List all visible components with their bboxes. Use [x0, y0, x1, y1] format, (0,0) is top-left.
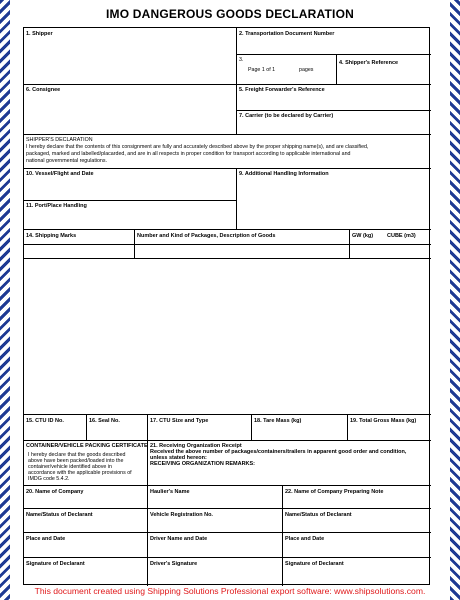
divider	[24, 485, 431, 486]
ctu-id-label: 15. CTU ID No.	[26, 418, 64, 424]
divider	[24, 84, 431, 85]
divider	[24, 557, 431, 558]
divider	[24, 134, 431, 135]
divider	[24, 244, 431, 245]
haulier-name-label: Haulier's Name	[150, 489, 190, 495]
transport-doc-label: 2. Transportation Document Number	[239, 31, 335, 37]
divider	[236, 54, 431, 55]
shippers-declaration-text: national governmental regulations.	[26, 158, 107, 164]
right-border-stripe	[450, 0, 460, 600]
divider	[86, 414, 87, 440]
divider	[24, 440, 431, 441]
packages-description-label: Number and Kind of Packages, Description of Goods	[137, 233, 276, 239]
divider	[236, 110, 431, 111]
declarant-status-label: Name/Status of Declarant	[26, 512, 93, 518]
divider	[251, 414, 252, 440]
divider	[147, 414, 148, 440]
port-label: 11. Port/Place Handling	[26, 203, 87, 209]
form-title: IMO DANGEROUS GOODS DECLARATION	[106, 7, 354, 21]
additional-handling-label: 9. Additional Handling Information	[239, 171, 329, 177]
pages-label: pages	[299, 67, 314, 73]
divider	[236, 110, 237, 134]
divider	[347, 414, 348, 440]
packing-certificate-text: I hereby declare that the goods described	[28, 452, 126, 458]
packing-certificate-text: container/vehicle identified above in	[28, 464, 112, 470]
declarant-status-label: Name/Status of Declarant	[285, 512, 352, 518]
shippers-declaration-title: SHIPPER'S DECLARATION	[26, 137, 93, 143]
shipper-reference-label: 4. Shipper's Reference	[339, 60, 399, 66]
packing-certificate-text: accordance with the applicable provisions of	[28, 470, 132, 476]
place-date-label: Place and Date	[26, 536, 66, 542]
shippers-declaration-text: packaged, marked and labelled/placarded, and are in all respects in proper condition for transport according to applicable international and	[26, 151, 351, 157]
shippers-declaration-text: I hereby declare that the contents of this consignment are fully and accurately described above by the proper shipping name(s), and are classified,	[26, 144, 369, 150]
company-preparing-note-label: 22. Name of Company Preparing Note	[285, 489, 384, 495]
divider	[24, 229, 431, 230]
total-gross-mass-label: 19. Total Gross Mass (kg)	[350, 418, 417, 424]
seal-no-label: 16. Seal No.	[89, 418, 120, 424]
packing-certificate-text: above have been packed/loaded into the	[28, 458, 124, 464]
cube-label: CUBE (m3)	[387, 233, 416, 239]
tare-mass-label: 18. Tare Mass (kg)	[254, 418, 302, 424]
packing-certificate-text: IMDG code 5.4.2.	[28, 476, 70, 482]
carrier-label: 7. Carrier (to be declared by Carrier)	[239, 113, 334, 119]
receipt-text: unless stated hereon:	[150, 455, 207, 461]
declarant-signature-label: Signature of Declarant	[26, 561, 85, 567]
company-name-label: 20. Name of Company	[26, 489, 84, 495]
left-border-stripe	[0, 0, 10, 600]
page-count: Page 1 of 1	[248, 67, 276, 73]
declaration-form	[23, 27, 430, 585]
divider	[24, 200, 236, 201]
shipper-label: 1. Shipper	[26, 31, 53, 37]
footer-notice: This document created using Shipping Solutions Professional export software: www.shipsolutions.com.	[34, 586, 426, 596]
divider	[236, 28, 237, 110]
receipt-title: 21. Receiving Organization Receipt	[150, 443, 242, 449]
divider	[336, 54, 337, 84]
driver-signature-label: Driver's Signature	[150, 561, 198, 567]
box3-label: 3.	[239, 57, 244, 63]
divider	[24, 532, 431, 533]
vessel-label: 10. Vessel/Flight and Date	[26, 171, 94, 177]
place-date-label: Place and Date	[285, 536, 325, 542]
shipping-marks-label: 14. Shipping Marks	[26, 233, 77, 239]
divider	[24, 168, 431, 169]
divider	[236, 168, 237, 229]
consignee-label: 6. Consignee	[26, 87, 61, 93]
receipt-text: Received the above number of packages/containers/trailers in apparent good order and condition,	[150, 449, 407, 455]
packing-certificate-title: CONTAINER/VEHICLE PACKING CERTIFICATE	[26, 443, 148, 449]
declarant-signature-label: Signature of Declarant	[285, 561, 344, 567]
driver-name-date-label: Driver Name and Date	[150, 536, 208, 542]
ctu-size-label: 17. CTU Size and Type	[150, 418, 209, 424]
freight-forwarder-label: 5. Freight Forwarder's Reference	[239, 87, 325, 93]
divider	[24, 258, 431, 259]
divider	[282, 485, 283, 586]
divider	[24, 508, 431, 509]
divider	[147, 440, 148, 586]
vehicle-registration-label: Vehicle Registration No.	[150, 512, 213, 518]
gw-label: GW (kg)	[352, 233, 374, 239]
receiving-remarks-label: RECEIVING ORGANIZATION REMARKS:	[150, 461, 256, 467]
